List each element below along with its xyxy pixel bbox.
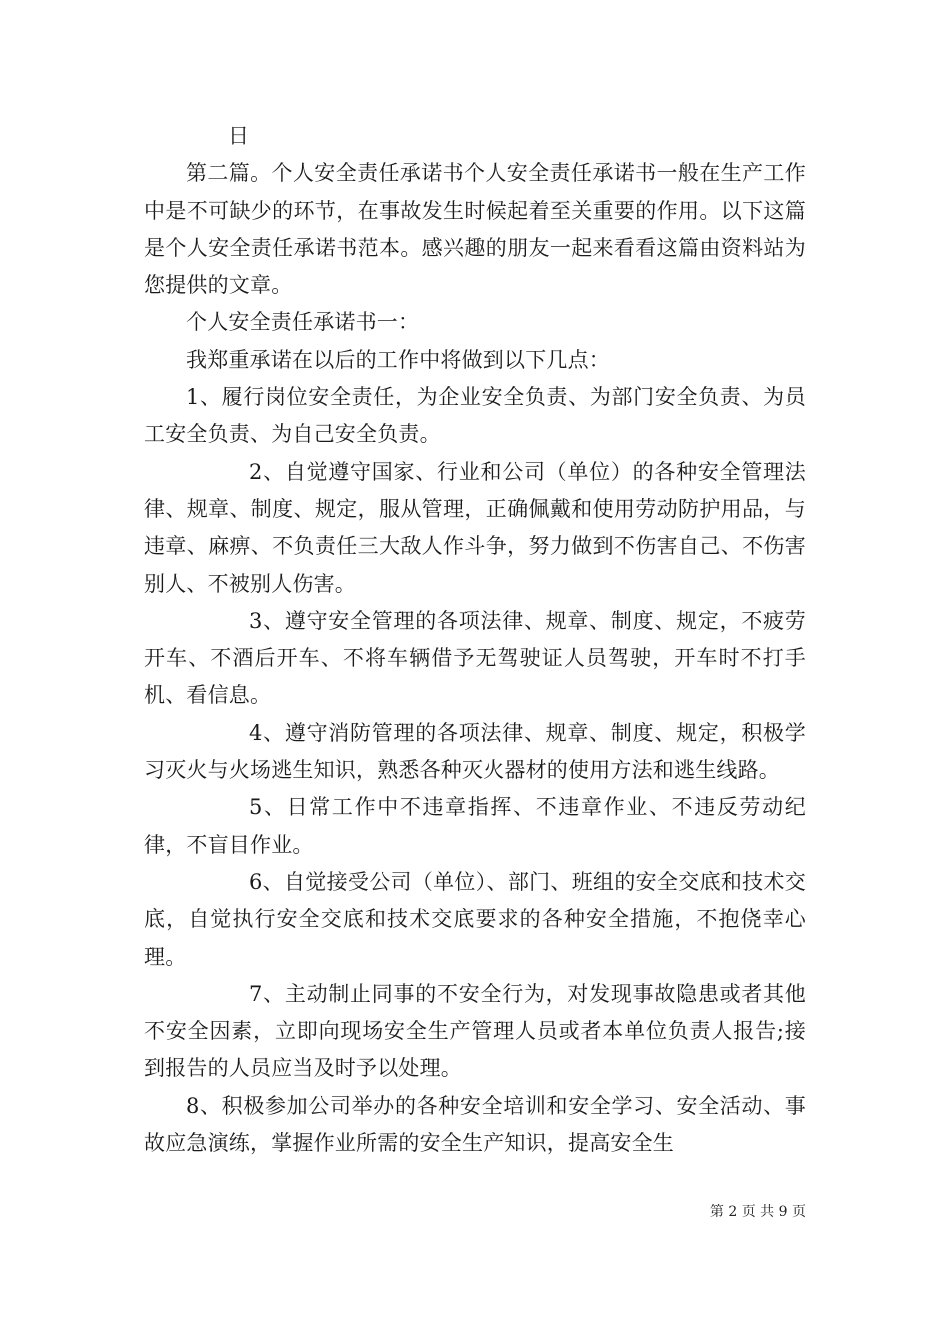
document-body [144,118,806,1162]
paragraph-intro: 第二篇。个人安全责任承诺书个人安全责任承诺书一般在生产工作中是不可缺少的环节，在事故发生时候起着至关重要的作用。以下这篇是个人安全责任承诺书范本。感兴趣的朋友一起来看看这篇由资料站为您提供的文章。 [144,161,806,298]
paragraph-pledge: 我郑重承诺在以后的工作中将做到以下几点： [186,347,610,372]
paragraph-heading: 个人安全责任承诺书一： [186,310,420,335]
list-item-7: 7、主动制止同事的不安全行为，对发现事故隐患或者其他不安全因素，立即向现场安全生产管理人员或者本单位负责人报告;接到报告的人员应当及时予以处理。 [144,981,806,1081]
list-item-2: 2、自觉遵守国家、行业和公司（单位）的各种安全管理法律、规章、制度、规定，服从管理，正确佩戴和使用劳动防护用品，与违章、麻痹、不负责任三大敌人作斗争，努力做到不伤害自己、不伤害别人、不被别人伤害。 [144,459,806,596]
list-item-5: 5、日常工作中不违章指挥、不违章作业、不违反劳动纪律，不盲目作业。 [144,795,806,857]
list-item-4: 4、遵守消防管理的各项法律、规章、制度、规定，积极学习灭火与火场逃生知识，熟悉各种灭火器材的使用方法和逃生线路。 [144,720,806,783]
page-number-footer: 第 2 页 共 9 页 [709,1204,806,1220]
list-item-3: 3、遵守安全管理的各项法律、规章、制度、规定，不疲劳开车、不酒后开车、不将车辆借予无驾驶证人员驾驶，开车时不打手机、看信息。 [144,608,806,708]
paragraph-date-fragment: 日 [228,124,250,148]
list-item-8: 8、积极参加公司举办的各种安全培训和安全学习、安全活动、事故应急演练，掌握作业所需的安全生产知识，提高安全生 [144,1093,806,1156]
list-item-6: 6、自觉接受公司（单位）、部门、班组的安全交底和技术交底，自觉执行安全交底和技术交底要求的各种安全措施，不抱侥幸心理。 [144,869,806,969]
list-item-1: 1、履行岗位安全责任，为企业安全负责、为部门安全负责、为员工安全负责、为自己安全负责。 [144,385,806,447]
